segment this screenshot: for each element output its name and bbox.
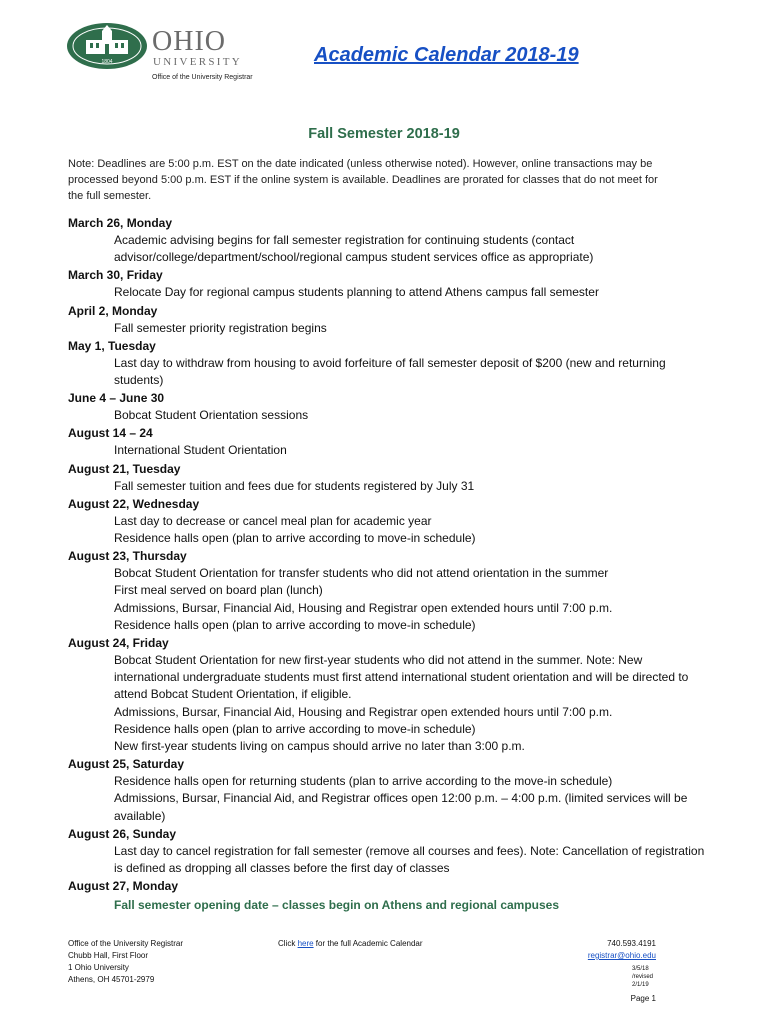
- entry-event: International Student Orientation: [114, 443, 287, 458]
- entry-date: June 4 – June 30: [68, 391, 165, 406]
- address-line: Athens, OH 45701-2979: [68, 975, 155, 984]
- entry-date: August 23, Thursday: [68, 549, 187, 564]
- entry-date: May 1, Tuesday: [68, 338, 156, 353]
- entry-event: Relocate Day for regional campus students planning to attend Athens campus fall semester: [114, 285, 599, 300]
- click-suffix: for the full Academic Calendar: [313, 939, 423, 948]
- entry-event: Last day to cancel registration for fall semester (remove all courses and fees). Note: Cancellation of registration is defined as dropping all classes before the first day of classes: [114, 843, 705, 876]
- entry-event: Last day to decrease or cancel meal plan for academic year: [114, 513, 432, 528]
- entry-date: March 26, Monday: [68, 216, 173, 230]
- entry-event: Fall semester tuition and fees due for students registered by July 31: [114, 478, 475, 493]
- revision-line: /revised: [632, 974, 654, 980]
- footer-address: [68, 938, 183, 986]
- entry-date: August 25, Saturday: [68, 757, 185, 772]
- revision-dates: [632, 965, 656, 989]
- full-calendar-link[interactable]: here: [297, 939, 314, 948]
- page-number: Page 1: [630, 994, 656, 1003]
- ohio-university-logo: [66, 22, 296, 84]
- calendar-entries: [68, 214, 708, 914]
- entry-event: Bobcat Student Orientation for transfer students who did not attend orientation in the summer: [114, 566, 609, 581]
- entry-date: August 27, Monday: [68, 879, 179, 894]
- entry-date: March 30, Friday: [68, 268, 163, 283]
- click-prefix: Click: [278, 939, 298, 948]
- entry-event: Bobcat Student Orientation for new first-year students who did not attend in the summer. Note: New international undergraduate students must first attend international student orientation and will be directed to attend Bobcat Student Orientation, if eligible.: [114, 653, 689, 702]
- address-line: Chubb Hall, First Floor: [68, 951, 149, 960]
- semester-title: Fall Semester 2018-19: [308, 126, 460, 142]
- entry-event: Residence halls open (plan to arrive according to move-in schedule): [114, 531, 476, 546]
- entry-event: Bobcat Student Orientation sessions: [114, 408, 309, 423]
- entry-event: New first-year students living on campus should arrive no later than 3:00 p.m.: [114, 739, 525, 754]
- entry-date: August 22, Wednesday: [68, 496, 200, 511]
- entry-event: First meal served on board plan (lunch): [114, 583, 323, 598]
- entry-event: Residence halls open for returning students (plan to arrive according to the move-in schedule): [114, 774, 613, 789]
- entry-event: Admissions, Bursar, Financial Aid, Housing and Registrar open extended hours until 7:00 p.m.: [114, 600, 613, 615]
- entry-event: Residence halls open (plan to arrive according to move-in schedule): [114, 721, 476, 736]
- opening-date-event: Fall semester opening date – classes begin on Athens and regional campuses: [114, 898, 560, 913]
- footer-contact: [588, 938, 656, 989]
- entry-event: Last day to withdraw from housing to avoid forfeiture of fall semester deposit of $200 (new and returning students): [114, 355, 666, 388]
- footer-calendar-link-text: [278, 938, 423, 950]
- university-wordmark: UNIVERSITY: [153, 56, 242, 68]
- entry-date: August 14 – 24: [68, 426, 153, 441]
- address-line: 1 Ohio University: [68, 963, 129, 972]
- address-line: Office of the University Registrar: [68, 939, 184, 948]
- entry-date: August 24, Friday: [68, 636, 169, 651]
- entry-event: Admissions, Bursar, Financial Aid, Housing and Registrar open extended hours until 7:00 p.m.: [114, 704, 613, 719]
- revision-line: 3/5/18: [632, 966, 649, 972]
- entry-event: Admissions, Bursar, Financial Aid, and Registrar offices open 12:00 p.m. – 4:00 p.m. (limited services will be available): [114, 791, 688, 823]
- office-name: Office of the University Registrar: [152, 74, 253, 81]
- deadline-note: Note: Deadlines are 5:00 p.m. EST on the date indicated (unless otherwise noted). However, online transactions may be processed beyond 5:00 p.m. EST if the online system is available. Deadlines are prorated for classes that do not meet for the full semester.: [68, 158, 658, 202]
- document-title[interactable]: Academic Calendar 2018-19: [314, 44, 579, 66]
- email-link[interactable]: registrar@ohio.edu: [587, 951, 656, 960]
- entry-date: April 2, Monday: [68, 303, 158, 318]
- entry-event: Residence halls open (plan to arrive according to move-in schedule): [114, 617, 476, 632]
- entry-event: Fall semester priority registration begins: [114, 320, 327, 335]
- entry-event: Academic advising begins for fall semester registration for continuing students (contact advisor/college/department/school/regional campus student services office as appropriate): [114, 233, 594, 265]
- phone-number: 740.593.4191: [607, 939, 656, 948]
- revision-line: 2/1/19: [632, 982, 649, 988]
- entry-date: August 26, Sunday: [68, 826, 177, 841]
- entry-date: August 21, Tuesday: [68, 461, 181, 476]
- university-seal-icon: [66, 22, 148, 70]
- seal-year: 1804: [101, 59, 113, 65]
- ohio-wordmark: OHIO: [152, 26, 226, 57]
